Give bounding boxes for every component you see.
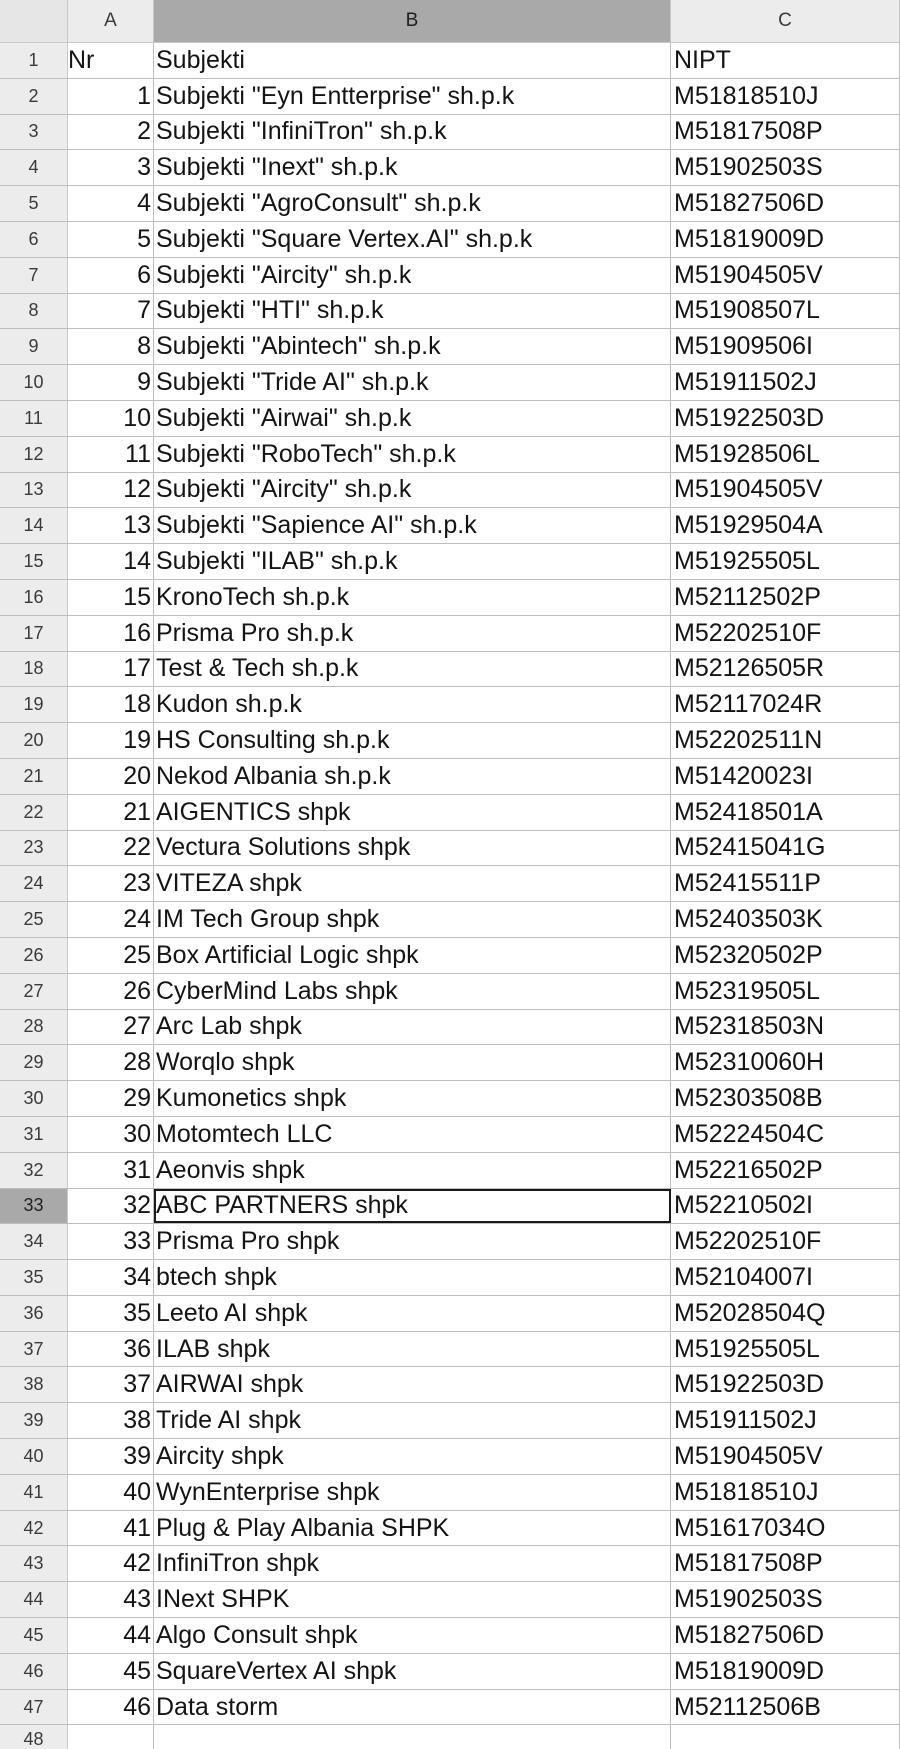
cell-subjekti[interactable]: Box Artificial Logic shpk: [154, 938, 671, 973]
row-number[interactable]: 38: [0, 1367, 68, 1402]
cell-nipt[interactable]: M51929504A: [671, 508, 900, 543]
table-row: [0, 795, 900, 831]
cell-nr[interactable]: 12: [68, 473, 154, 508]
row-number[interactable]: 13: [0, 473, 68, 508]
cell-nipt[interactable]: M52415511P: [671, 866, 900, 901]
cell-subjekti[interactable]: HS Consulting sh.p.k: [154, 723, 671, 758]
cell-nipt[interactable]: [671, 1725, 900, 1749]
cell-nr[interactable]: 38: [68, 1403, 154, 1438]
table-row: [0, 79, 900, 115]
cell-nr[interactable]: 27: [68, 1010, 154, 1045]
cell-nipt[interactable]: M52403503K: [671, 902, 900, 937]
cell-nipt-header[interactable]: NIPT: [671, 43, 900, 78]
cell-nr-header[interactable]: Nr: [68, 43, 154, 78]
cell-nipt[interactable]: M51817508P: [671, 115, 900, 150]
table-row: [0, 1332, 900, 1368]
table-row: [0, 1725, 900, 1749]
row-number[interactable]: 31: [0, 1117, 68, 1152]
cell-subjekti[interactable]: Prisma Pro sh.p.k: [154, 616, 671, 651]
cell-nr[interactable]: 35: [68, 1296, 154, 1331]
row-number[interactable]: 9: [0, 329, 68, 364]
cell-subjekti[interactable]: Tride AI shpk: [154, 1403, 671, 1438]
row-number[interactable]: 44: [0, 1582, 68, 1617]
row-number[interactable]: 4: [0, 150, 68, 185]
cell-nipt[interactable]: M51911502J: [671, 1403, 900, 1438]
cell-nr[interactable]: 40: [68, 1475, 154, 1510]
cell-subjekti[interactable]: Subjekti "Square Vertex.AI" sh.p.k: [154, 222, 671, 257]
cell-subjekti[interactable]: Subjekti "Inext" sh.p.k: [154, 150, 671, 185]
row-number[interactable]: 20: [0, 723, 68, 758]
row-number[interactable]: 40: [0, 1439, 68, 1474]
cell-nr[interactable]: 36: [68, 1332, 154, 1367]
column-header-a[interactable]: A: [68, 0, 154, 42]
cell-subjekti[interactable]: KronoTech sh.p.k: [154, 580, 671, 615]
cell-subjekti-selected[interactable]: ABC PARTNERS shpk: [154, 1189, 671, 1224]
table-row: [0, 831, 900, 867]
cell-nipt[interactable]: M51909506I: [671, 329, 900, 364]
cell-subjekti[interactable]: SquareVertex AI shpk: [154, 1654, 671, 1689]
cell-nr[interactable]: 25: [68, 938, 154, 973]
cell-subjekti[interactable]: Aeonvis shpk: [154, 1153, 671, 1188]
cell-nipt[interactable]: M52210502I: [671, 1189, 900, 1224]
cell-nipt[interactable]: M51819009D: [671, 1654, 900, 1689]
row-number[interactable]: 17: [0, 616, 68, 651]
table-row: [0, 473, 900, 509]
row-number[interactable]: 30: [0, 1081, 68, 1116]
table-row: [0, 652, 900, 688]
cell-subjekti[interactable]: IM Tech Group shpk: [154, 902, 671, 937]
row-number[interactable]: 39: [0, 1403, 68, 1438]
select-all-corner[interactable]: [0, 0, 68, 42]
table-row: [0, 186, 900, 222]
row-number[interactable]: 21: [0, 759, 68, 794]
row-number[interactable]: 43: [0, 1546, 68, 1581]
cell-nr[interactable]: 19: [68, 723, 154, 758]
cell-nr[interactable]: 5: [68, 222, 154, 257]
cell-subjekti[interactable]: [154, 1725, 671, 1749]
row-number[interactable]: 41: [0, 1475, 68, 1510]
cell-nipt[interactable]: M51819009D: [671, 222, 900, 257]
cell-subjekti[interactable]: VITEZA shpk: [154, 866, 671, 901]
cell-nipt[interactable]: M52202510F: [671, 616, 900, 651]
table-row: [0, 329, 900, 365]
table-row: [0, 902, 900, 938]
row-number[interactable]: 2: [0, 79, 68, 114]
table-row: [0, 723, 900, 759]
cell-nipt[interactable]: M51827506D: [671, 1618, 900, 1653]
cell-nipt[interactable]: M51925505L: [671, 1332, 900, 1367]
cell-nipt[interactable]: M52320502P: [671, 938, 900, 973]
table-row: [0, 1081, 900, 1117]
cell-nipt[interactable]: M51818510J: [671, 79, 900, 114]
table-row: [0, 1403, 900, 1439]
table-row: [0, 1546, 900, 1582]
cell-nr[interactable]: 28: [68, 1045, 154, 1080]
cell-nipt[interactable]: M51908507L: [671, 294, 900, 329]
row-number[interactable]: 19: [0, 687, 68, 722]
cell-nipt[interactable]: M51827506D: [671, 186, 900, 221]
grid-rows: [0, 43, 900, 1749]
row-number[interactable]: 7: [0, 258, 68, 293]
row-number[interactable]: 48: [0, 1725, 68, 1749]
cell-nr[interactable]: 15: [68, 580, 154, 615]
cell-subjekti[interactable]: Prisma Pro shpk: [154, 1224, 671, 1259]
cell-subjekti[interactable]: Aircity shpk: [154, 1439, 671, 1474]
cell-nipt[interactable]: M51817508P: [671, 1546, 900, 1581]
table-row: [0, 974, 900, 1010]
cell-subjekti[interactable]: Subjekti "HTI" sh.p.k: [154, 294, 671, 329]
column-header-b[interactable]: B: [154, 0, 671, 42]
table-row: [0, 1367, 900, 1403]
cell-nipt[interactable]: M52310060H: [671, 1045, 900, 1080]
cell-subjekti[interactable]: Subjekti "Airwai" sh.p.k: [154, 401, 671, 436]
cell-subjekti-header[interactable]: Subjekti: [154, 43, 671, 78]
cell-subjekti[interactable]: Kudon sh.p.k: [154, 687, 671, 722]
cell-nr[interactable]: 32: [68, 1189, 154, 1224]
cell-nr[interactable]: 39: [68, 1439, 154, 1474]
table-row: [0, 1296, 900, 1332]
row-number[interactable]: 33: [0, 1189, 68, 1224]
row-number[interactable]: 15: [0, 544, 68, 579]
cell-nr[interactable]: 41: [68, 1511, 154, 1546]
table-row: [0, 1439, 900, 1475]
cell-nr[interactable]: 18: [68, 687, 154, 722]
cell-nr[interactable]: 43: [68, 1582, 154, 1617]
column-header-row: [0, 0, 900, 43]
cell-nipt[interactable]: M52112506B: [671, 1690, 900, 1725]
cell-nr[interactable]: 42: [68, 1546, 154, 1581]
cell-nr[interactable]: 2: [68, 115, 154, 150]
cell-nipt[interactable]: M52318503N: [671, 1010, 900, 1045]
row-number[interactable]: 8: [0, 294, 68, 329]
cell-nipt[interactable]: M51904505V: [671, 473, 900, 508]
table-row: [0, 115, 900, 151]
cell-subjekti[interactable]: Arc Lab shpk: [154, 1010, 671, 1045]
cell-nr[interactable]: 20: [68, 759, 154, 794]
cell-nr[interactable]: 26: [68, 974, 154, 1009]
cell-nipt[interactable]: M52126505R: [671, 652, 900, 687]
table-row: [0, 1260, 900, 1296]
cell-nr[interactable]: 7: [68, 294, 154, 329]
cell-subjekti[interactable]: Motomtech LLC: [154, 1117, 671, 1152]
row-number[interactable]: 11: [0, 401, 68, 436]
cell-subjekti[interactable]: Test & Tech sh.p.k: [154, 652, 671, 687]
row-number[interactable]: 42: [0, 1511, 68, 1546]
cell-nipt[interactable]: M52028504Q: [671, 1296, 900, 1331]
table-row: [0, 294, 900, 330]
table-row: [0, 616, 900, 652]
cell-subjekti[interactable]: Subjekti "InfiniTron" sh.p.k: [154, 115, 671, 150]
cell-nipt[interactable]: M51902503S: [671, 1582, 900, 1617]
cell-nr[interactable]: 34: [68, 1260, 154, 1295]
cell-subjekti[interactable]: CyberMind Labs shpk: [154, 974, 671, 1009]
row-number[interactable]: 29: [0, 1045, 68, 1080]
cell-subjekti[interactable]: Subjekti "RoboTech" sh.p.k: [154, 437, 671, 472]
cell-subjekti[interactable]: Subjekti "Abintech" sh.p.k: [154, 329, 671, 364]
cell-nipt[interactable]: M52112502P: [671, 580, 900, 615]
row-number[interactable]: 34: [0, 1224, 68, 1259]
table-row: [0, 1475, 900, 1511]
cell-subjekti[interactable]: Algo Consult shpk: [154, 1618, 671, 1653]
row-number[interactable]: 36: [0, 1296, 68, 1331]
row-number[interactable]: 25: [0, 902, 68, 937]
cell-subjekti[interactable]: INext SHPK: [154, 1582, 671, 1617]
cell-subjekti[interactable]: AIGENTICS shpk: [154, 795, 671, 830]
cell-subjekti[interactable]: Subjekti "ILAB" sh.p.k: [154, 544, 671, 579]
cell-nipt[interactable]: M51925505L: [671, 544, 900, 579]
cell-subjekti[interactable]: Subjekti "Tride AI" sh.p.k: [154, 365, 671, 400]
cell-nipt[interactable]: M51911502J: [671, 365, 900, 400]
table-row-header: [0, 43, 900, 79]
table-row: [0, 938, 900, 974]
cell-nipt[interactable]: M52418501A: [671, 795, 900, 830]
cell-nr[interactable]: 21: [68, 795, 154, 830]
table-row: [0, 1153, 900, 1189]
cell-nr[interactable]: 13: [68, 508, 154, 543]
row-number[interactable]: 12: [0, 437, 68, 472]
row-number[interactable]: 45: [0, 1618, 68, 1653]
cell-subjekti[interactable]: Data storm: [154, 1690, 671, 1725]
cell-subjekti[interactable]: AIRWAI shpk: [154, 1367, 671, 1402]
cell-nr[interactable]: 16: [68, 616, 154, 651]
cell-nr[interactable]: 44: [68, 1618, 154, 1653]
cell-nr[interactable]: 31: [68, 1153, 154, 1188]
cell-nipt[interactable]: M52104007I: [671, 1260, 900, 1295]
table-row: [0, 150, 900, 186]
table-row: [0, 687, 900, 723]
table-row: [0, 401, 900, 437]
row-number[interactable]: 16: [0, 580, 68, 615]
table-row: [0, 508, 900, 544]
row-number[interactable]: 10: [0, 365, 68, 400]
table-row: [0, 1654, 900, 1690]
table-row: [0, 1045, 900, 1081]
cell-nr[interactable]: 1: [68, 79, 154, 114]
row-number[interactable]: 32: [0, 1153, 68, 1188]
cell-nr[interactable]: 29: [68, 1081, 154, 1116]
row-number[interactable]: 35: [0, 1260, 68, 1295]
cell-nipt[interactable]: M52303508B: [671, 1081, 900, 1116]
table-row: [0, 544, 900, 580]
cell-nr[interactable]: [68, 1725, 154, 1749]
cell-nipt[interactable]: M52216502P: [671, 1153, 900, 1188]
row-number[interactable]: 26: [0, 938, 68, 973]
cell-subjekti[interactable]: Subjekti "Sapience AI" sh.p.k: [154, 508, 671, 543]
column-header-c[interactable]: C: [671, 0, 900, 42]
cell-nr[interactable]: 17: [68, 652, 154, 687]
row-number[interactable]: 28: [0, 1010, 68, 1045]
table-row: [0, 437, 900, 473]
cell-nipt[interactable]: M51617034O: [671, 1511, 900, 1546]
row-number[interactable]: 27: [0, 974, 68, 1009]
cell-nr[interactable]: 23: [68, 866, 154, 901]
cell-nipt[interactable]: M52319505L: [671, 974, 900, 1009]
cell-nipt[interactable]: M52117024R: [671, 687, 900, 722]
row-number[interactable]: 14: [0, 508, 68, 543]
cell-nipt[interactable]: M52202511N: [671, 723, 900, 758]
row-number[interactable]: 47: [0, 1690, 68, 1725]
table-row: [0, 580, 900, 616]
cell-subjekti[interactable]: Vectura Solutions shpk: [154, 831, 671, 866]
cell-nr[interactable]: 10: [68, 401, 154, 436]
cell-nipt[interactable]: M51904505V: [671, 258, 900, 293]
cell-nr[interactable]: 22: [68, 831, 154, 866]
row-number[interactable]: 5: [0, 186, 68, 221]
cell-nr[interactable]: 3: [68, 150, 154, 185]
row-number[interactable]: 1: [0, 43, 68, 78]
cell-subjekti[interactable]: Subjekti "Aircity" sh.p.k: [154, 473, 671, 508]
cell-nipt[interactable]: M51420023I: [671, 759, 900, 794]
cell-nipt[interactable]: M52224504C: [671, 1117, 900, 1152]
cell-subjekti[interactable]: Leeto AI shpk: [154, 1296, 671, 1331]
cell-nr[interactable]: 30: [68, 1117, 154, 1152]
cell-subjekti[interactable]: Subjekti "Aircity" sh.p.k: [154, 258, 671, 293]
cell-subjekti[interactable]: btech shpk: [154, 1260, 671, 1295]
cell-subjekti[interactable]: InfiniTron shpk: [154, 1546, 671, 1581]
cell-nipt[interactable]: M51902503S: [671, 150, 900, 185]
table-row: [0, 258, 900, 294]
cell-nr[interactable]: 9: [68, 365, 154, 400]
cell-subjekti[interactable]: ILAB shpk: [154, 1332, 671, 1367]
cell-nr[interactable]: 4: [68, 186, 154, 221]
row-number[interactable]: 46: [0, 1654, 68, 1689]
cell-nr[interactable]: 24: [68, 902, 154, 937]
cell-subjekti[interactable]: Nekod Albania sh.p.k: [154, 759, 671, 794]
row-number[interactable]: 37: [0, 1332, 68, 1367]
cell-subjekti[interactable]: Subjekti "AgroConsult" sh.p.k: [154, 186, 671, 221]
table-row: [0, 1224, 900, 1260]
table-row: [0, 1618, 900, 1654]
cell-nr[interactable]: 6: [68, 258, 154, 293]
cell-nipt[interactable]: M52202510F: [671, 1224, 900, 1259]
cell-nipt[interactable]: M51922503D: [671, 1367, 900, 1402]
cell-nr[interactable]: 46: [68, 1690, 154, 1725]
row-number[interactable]: 3: [0, 115, 68, 150]
cell-subjekti[interactable]: Subjekti "Eyn Entterprise" sh.p.k: [154, 79, 671, 114]
cell-nr[interactable]: 8: [68, 329, 154, 364]
cell-nipt[interactable]: M51818510J: [671, 1475, 900, 1510]
row-number[interactable]: 23: [0, 831, 68, 866]
table-row: [0, 1117, 900, 1153]
cell-nr[interactable]: 33: [68, 1224, 154, 1259]
table-row: [0, 222, 900, 258]
cell-subjekti[interactable]: WynEnterprise shpk: [154, 1475, 671, 1510]
table-row: [0, 759, 900, 795]
row-number[interactable]: 18: [0, 652, 68, 687]
cell-subjekti[interactable]: Kumonetics shpk: [154, 1081, 671, 1116]
cell-nr[interactable]: 11: [68, 437, 154, 472]
cell-nr[interactable]: 14: [68, 544, 154, 579]
row-number[interactable]: 24: [0, 866, 68, 901]
table-row: [0, 866, 900, 902]
table-row: [0, 1010, 900, 1046]
table-row: [0, 365, 900, 401]
table-row: [0, 1582, 900, 1618]
cell-nipt[interactable]: M52415041G: [671, 831, 900, 866]
row-number[interactable]: 6: [0, 222, 68, 257]
table-row: [0, 1511, 900, 1547]
cell-nr[interactable]: 37: [68, 1367, 154, 1402]
table-row: [0, 1189, 900, 1225]
cell-nipt[interactable]: M51904505V: [671, 1439, 900, 1474]
table-row: [0, 1690, 900, 1726]
cell-nipt[interactable]: M51922503D: [671, 401, 900, 436]
row-number[interactable]: 22: [0, 795, 68, 830]
cell-nr[interactable]: 45: [68, 1654, 154, 1689]
cell-nipt[interactable]: M51928506L: [671, 437, 900, 472]
cell-subjekti[interactable]: Worqlo shpk: [154, 1045, 671, 1080]
cell-subjekti[interactable]: Plug & Play Albania SHPK: [154, 1511, 671, 1546]
